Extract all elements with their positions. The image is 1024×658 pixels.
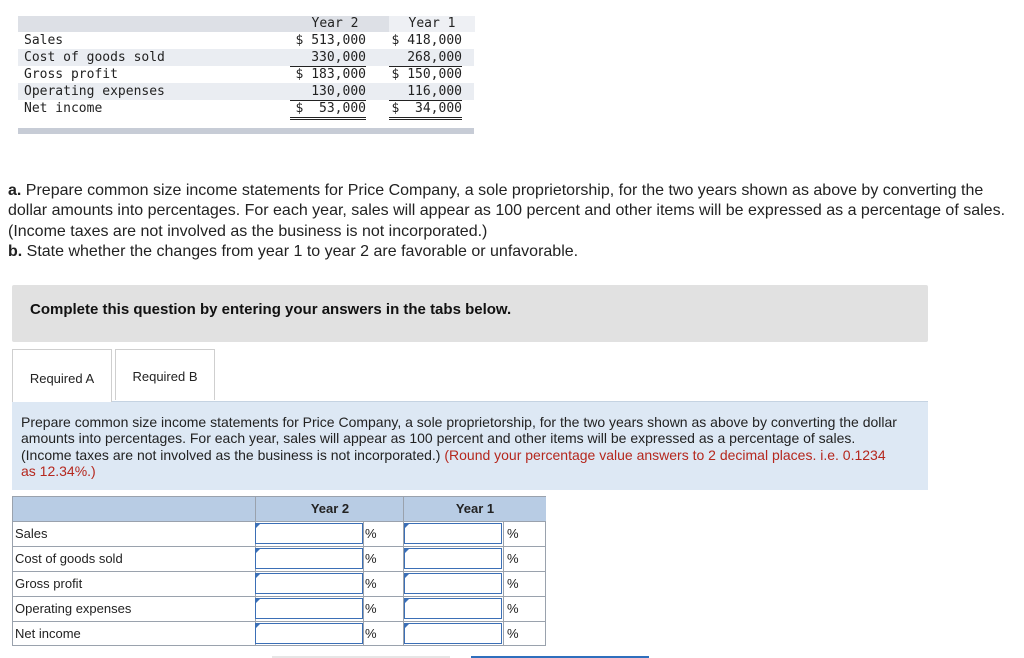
percent-sign: %: [507, 601, 519, 616]
input-flag-icon: [404, 573, 410, 579]
net-income-year1-input[interactable]: [404, 623, 502, 644]
percent-sign: %: [365, 601, 377, 616]
year2-value: $ 513,000: [295, 33, 366, 48]
tab-required-b[interactable]: [115, 349, 215, 400]
table-row: [13, 596, 545, 620]
question-text: [8, 181, 1020, 262]
header-year-2: Year 2: [311, 16, 359, 31]
row-label: Gross profit: [24, 67, 118, 82]
answer-table: [12, 496, 546, 646]
column-divider: [503, 547, 504, 571]
row-label: Net income: [24, 101, 103, 116]
table-footer-bar: [18, 128, 474, 134]
table-row: [13, 521, 545, 545]
year1-value: $ 418,000: [391, 33, 462, 48]
column-divider: [363, 622, 364, 646]
financial-data-table: [18, 16, 474, 134]
row-label: Sales: [24, 33, 64, 48]
input-flag-icon: [404, 523, 410, 529]
input-flag-icon: [255, 598, 261, 604]
percent-sign: %: [365, 576, 377, 591]
cogs-year1-input[interactable]: [404, 548, 502, 569]
year1-value: $ 150,000: [391, 67, 462, 82]
row-label: Operating expenses: [24, 84, 165, 99]
banner-text: Complete this question by entering your answers in the tabs below.: [30, 301, 512, 318]
instructions-body: Prepare common size income statements for Price Company, a sole proprietorship, for the two years shown as above by converting the dollar amounts into percentages. For each year, sales will appear as 100 percent and other items will be expressed as a percentage of sales. (Income taxes are not involved as the business is not incorporated.): [21, 414, 897, 463]
table-row: [18, 32, 474, 49]
tab-required-a[interactable]: [12, 349, 112, 402]
year1-value: 268,000: [389, 49, 462, 67]
rounding-note: (Round your percentage value answers to 2 decimal places. i.e. 0.1234 as 12.34%.): [21, 446, 886, 480]
cogs-year2-input[interactable]: [255, 548, 363, 569]
table-row: [18, 49, 474, 66]
input-flag-icon: [255, 623, 261, 629]
year2-value: 130,000: [290, 83, 366, 101]
part-a-label: a.: [8, 182, 22, 199]
table-row: [18, 83, 474, 100]
table-row: [13, 546, 545, 570]
year2-value: $ 183,000: [295, 67, 366, 82]
table-row: [18, 100, 474, 117]
tab-label: Required B: [132, 369, 198, 384]
instruction-banner: [12, 285, 928, 342]
column-divider: [503, 522, 504, 546]
row-label: Cost of goods sold: [15, 551, 123, 566]
percent-sign: %: [365, 626, 377, 641]
header-year-1: Year 1: [408, 16, 456, 31]
percent-sign: %: [365, 551, 377, 566]
column-divider: [363, 522, 364, 546]
part-b-label: b.: [8, 242, 23, 260]
row-label: Net income: [15, 626, 81, 641]
instructions-text: [21, 414, 901, 480]
input-flag-icon: [404, 598, 410, 604]
percent-sign: %: [507, 526, 519, 541]
column-divider: [503, 597, 504, 621]
answer-table-header: [13, 497, 545, 521]
percent-sign: %: [507, 551, 519, 566]
table-row: [13, 571, 545, 595]
year1-value: $ 34,000: [389, 100, 462, 120]
table-row: [18, 66, 474, 83]
column-divider: [363, 572, 364, 596]
net-income-year2-input[interactable]: [255, 623, 363, 644]
column-divider: [503, 622, 504, 646]
year1-value: 116,000: [389, 83, 462, 101]
sales-year1-input[interactable]: [404, 523, 502, 544]
operating-expenses-year1-input[interactable]: [404, 598, 502, 619]
year2-value: 330,000: [290, 49, 366, 67]
column-header-year-2: Year 2: [255, 497, 404, 521]
input-flag-icon: [255, 548, 261, 554]
column-divider: [363, 547, 364, 571]
percent-sign: %: [507, 626, 519, 641]
row-label: Cost of goods sold: [24, 50, 165, 65]
input-flag-icon: [255, 523, 261, 529]
gross-profit-year1-input[interactable]: [404, 573, 502, 594]
year2-value: $ 53,000: [290, 100, 366, 120]
percent-sign: %: [507, 576, 519, 591]
part-a-text: Prepare common size income statements for Price Company, a sole proprietorship, for the two years shown as above by converting the dollar amounts into percentages. For each year, sales will appear as 100 percent and other items will be expressed as a percentage of sales. (Income taxes are not involved as the business is not incorporated.): [8, 182, 1006, 240]
table-row: [13, 621, 545, 645]
column-header-year-1: Year 1: [403, 497, 546, 521]
row-label: Gross profit: [15, 576, 83, 591]
part-b-text: State whether the changes from year 1 to year 2 are favorable or unfavorable.: [22, 242, 579, 260]
row-label: Operating expenses: [15, 601, 132, 616]
gross-profit-year2-input[interactable]: [255, 573, 363, 594]
row-label: Sales: [15, 526, 48, 541]
input-flag-icon: [404, 548, 410, 554]
operating-expenses-year2-input[interactable]: [255, 598, 363, 619]
input-flag-icon: [255, 573, 261, 579]
input-flag-icon: [404, 623, 410, 629]
instructions-panel: [12, 401, 928, 490]
sales-year2-input[interactable]: [255, 523, 363, 544]
column-divider: [363, 597, 364, 621]
column-divider: [503, 572, 504, 596]
tab-label: Required A: [29, 371, 95, 386]
percent-sign: %: [365, 526, 377, 541]
